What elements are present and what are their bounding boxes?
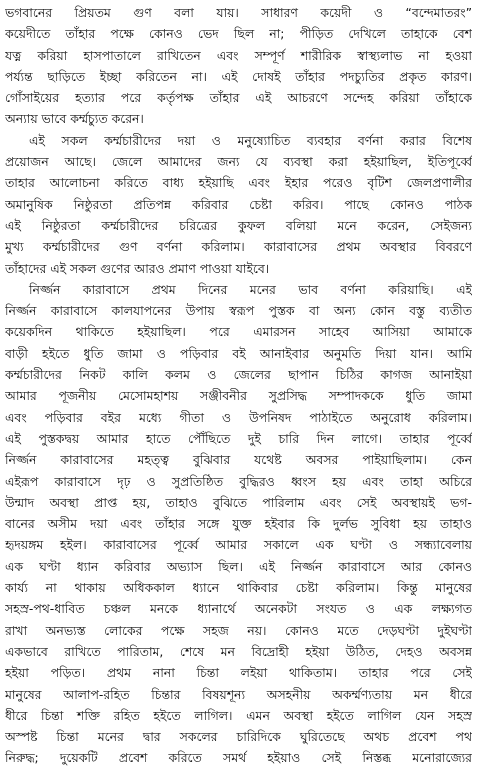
text-line: বানের অসীম দয়া এবং তাঁহার সঙ্গে যুক্ত হইবার কি দুর্লভ সুবিধা হয় তাহাও	[5, 516, 472, 532]
text-line: নিরুদ্ধ; দুয়েকটি প্রবেশ করিতে সমর্থ হইয়াও সেই নিস্তব্ধ মনোরাজ্যের	[5, 750, 472, 766]
text-line: উন্মাদ অবস্থা প্রাপ্ত হয়, তাহাও বুঝিতে পারিলাম এবং সেই অবস্থায়ই ভগ-	[5, 494, 472, 510]
text-line: সহস্র-পথ-ধাবিত চঞ্চল মনকে ধ্যানার্থে অনেকটা সংযত ও এক লক্ষ্যগত	[5, 601, 472, 617]
text-line: আমার পূজনীয় মেসোমহাশয় সঞ্জীবনীর সুপ্রসিদ্ধ সম্পাদককে ধুতি জামা	[5, 388, 472, 404]
text-line: প্রয়োজন আছে। জেলে আমাদের জন্য যে ব্যবস্থা করা হইয়াছিল, ইতিপূর্ব্বে	[5, 154, 472, 170]
text-line: মানুষের আলাপ-রহিত চিন্তার বিষয়শূন্য অসহনীয় অকর্ম্মণ্যতায় মন ধীরে	[5, 686, 472, 702]
text-line: নির্জ্জন কারাবাসে প্রথম দিনের মনের ভাব বর্ণনা করিয়াছি। এই	[29, 281, 472, 297]
text-line: অমানুষিক নিষ্ঠুরতা প্রতিপন্ন করিবার চেষ্টা করিব। পাছে কোনও পাঠক	[5, 196, 472, 212]
text-line: ভগবানের প্রিয়তম গুণ বলা যায়। সাধারণ কয়েদী ও “বন্দেমাতরং”	[5, 5, 472, 20]
text-line: রাখা অনভ্যস্ত লোকের পক্ষে সহজ নয়। কোনও মতে দেড়ঘণ্টা দুইঘণ্টা	[5, 622, 472, 638]
text-line: পর্য্যন্ত ছাড়িতে ইচ্ছা করিতেন না। এই দোষই তাঁহার পদচ্যুতির প্রকৃত কারণ।	[5, 68, 472, 84]
text-line: এইরূপ কারাবাসে দৃঢ় ও সুপ্রতিষ্ঠিত বুদ্ধিরও ধ্বংস হয় এবং তাহা অচিরে	[5, 473, 472, 489]
text-line: এবং পড়িবার বইর মধ্যে গীতা ও উপনিষদ পাঠাইতে অনুরোধ করিলাম।	[5, 409, 472, 425]
text-line: নির্জ্জন কারাবাসের মহত্ত্ব বুঝিবার যথেষ্ট অবসর পাইয়াছিলাম। কেন	[5, 452, 472, 468]
text-line: একভাবে রাখিতে পারিতাম, শেষে মন বিদ্রোহী হইয়া উঠিত, দেহও অবসন্ন	[5, 643, 472, 659]
text-line: অস্পষ্ট চিন্তা মনের দ্বার সকলের চারিদিকে ঘুরিতেছে অথচ প্রবেশ পথ	[5, 729, 472, 745]
text-line: এই সকল কর্ম্মচারীদের দয়া ও মনুষ্যোচিত ব্যবহার বর্ণনা করার বিশেষ	[29, 132, 472, 148]
text-line: হইয়া পড়িত। প্রথম নানা চিন্তা লইয়া থাকিতাম। তাহার পরে সেই	[5, 665, 472, 681]
text-line: তাঁহাদের এই সকল গুণের আরও প্রমাণ পাওয়া যাইবে।	[5, 260, 270, 276]
text-line: মুখ্য কর্ম্মচারীদের গুণ বর্ণনা করিলাম। কারাবাসের প্রথম অবস্থার বিবরণে	[5, 239, 472, 255]
text-line: হৃদয়ঙ্গম হইল। কারাবাসের পূর্ব্বে আমার সকালে এক ঘণ্টা ও সন্ধ্যাবেলায়	[5, 537, 472, 553]
text-line: তাহার আলোচনা করিতে বাধ্য হইয়াছি এবং ইহার পরেও বৃটিশ জেলপ্রণালীর	[5, 175, 472, 191]
text-line: অন্যায় ভাবে কর্ম্মচ্যুত করেন।	[5, 111, 144, 127]
paragraph-1	[5, 2, 472, 130]
text-line: ধীরে চিন্তা শক্তি রহিত হইতে লাগিল। এমন অবস্থা হইতে লাগিল যেন সহস্র	[5, 707, 472, 723]
text-line: নির্জ্জন কারাবাসে কালযাপনের উপায় স্বরূপ পুস্তক বা অন্য কোন বস্তু ব্যতীত	[5, 303, 472, 319]
text-line: কার্য্য না থাকায় অধিককাল ধ্যানে থাকিবার চেষ্টা করিলাম। কিন্তু মানুষের	[5, 580, 472, 596]
text-line: এই নিষ্ঠুরতা কর্ম্মচারীদের চরিত্রের কুফল বলিয়া মনে করেন, সেইজন্য	[5, 217, 472, 233]
paragraph-2	[5, 130, 472, 279]
text-line: কয়েদীতে তাঁহার পক্ষে কোনও ভেদ ছিল না; পীড়িত দেখিলে তাহাকে বেশ	[5, 26, 472, 42]
text-line: এই পুস্তকদ্বয় আমার হাতে পৌঁছিতে দুই চারি দিন লাগে। তাহার পূর্ব্বে	[5, 430, 472, 446]
text-line: যত্ন করিয়া হাসপাতালে রাখিতেন এবং সম্পূর্ণ শারীরিক স্বাস্থ্যলাভ না হওয়া	[5, 47, 472, 63]
text-line: কর্ম্মচারীদের নিকট কালি কলম ও জেলের ছাপান চিঠির কাগজ আনাইয়া	[5, 367, 472, 383]
text-line: কয়েকদিন থাকিতে হইয়াছিল। পরে এমারসন সাহেব আসিয়া আমাকে	[5, 324, 472, 340]
text-line: গোঁসাইয়ের হত্যার পরে কর্তৃপক্ষ তাঁহার এই আচরণে সন্দেহ করিয়া তাঁহাকে	[5, 90, 472, 106]
text-line: এক ঘণ্টা ধ্যান করিবার অভ্যাস ছিল। এই নির্জ্জন কারাবাসে আর কোনও	[5, 558, 472, 574]
paragraph-3	[5, 279, 472, 769]
text-line: বাড়ী হইতে ধুতি জামা ও পড়িবার বই আনাইবার অনুমতি দিয়া যান। আমি	[5, 345, 472, 361]
